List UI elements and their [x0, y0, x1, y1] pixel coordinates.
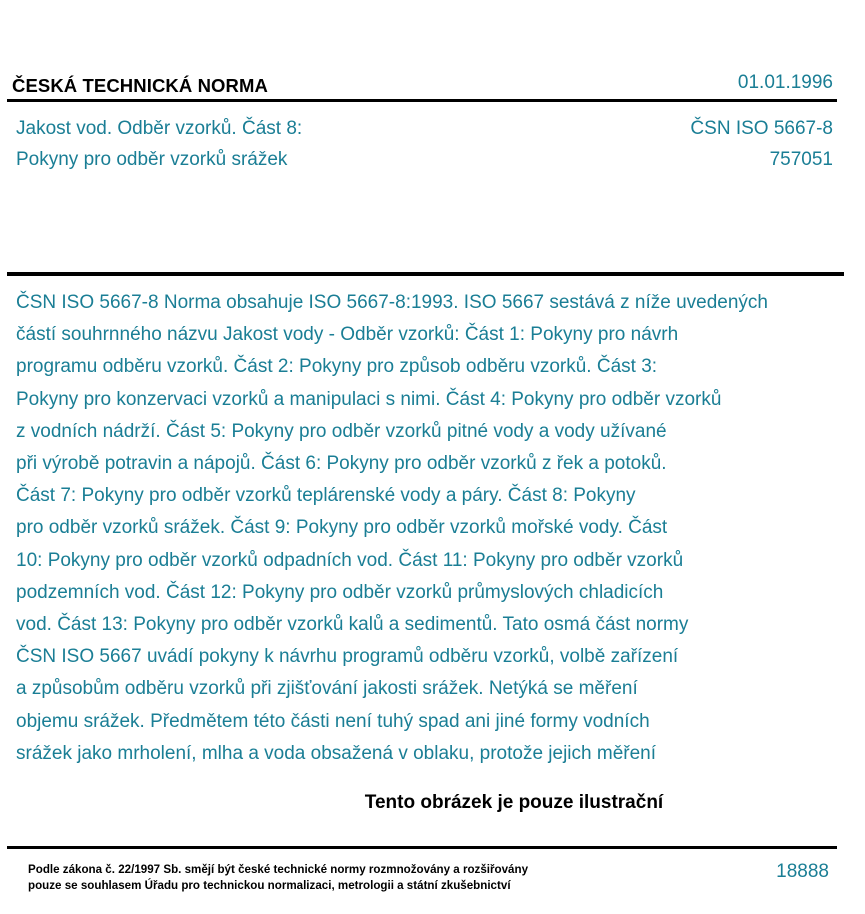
body-line: objemu srážek. Předmětem této části není tuhý spad ani jiné formy vodních: [16, 710, 650, 732]
body-line: ČSN ISO 5667-8 Norma obsahuje ISO 5667-8:1993. ISO 5667 sestává z níže uvedených: [16, 292, 768, 313]
copyright-line-2: pouze se souhlasem Úřadu pro technickou normalizaci, metrologii a státní zkušebnictví: [28, 878, 511, 892]
body-line: Část 7: Pokyny pro odběr vzorků teplárenské vody a páry. Část 8: Pokyny: [16, 485, 636, 507]
page-title: ČESKÁ TECHNICKÁ NORMA: [12, 75, 268, 96]
body-line: částí souhrnného názvu Jakost vody - Odběr vzorků: Část 1: Pokyny pro návrh: [16, 324, 679, 346]
body-line: programu odběru vzorků. Část 2: Pokyny pro způsob odběru vzorků. Část 3:: [16, 356, 658, 378]
footer-divider: [7, 846, 837, 849]
section-divider: [7, 272, 844, 276]
body-line: ČSN ISO 5667 uvádí pokyny k návrhu programů odběru vzorků, volbě zařízení: [16, 646, 679, 668]
body-line: při výrobě potravin a nápojů. Část 6: Pokyny pro odběr vzorků z řek a potoků.: [16, 453, 667, 475]
publication-date: 01.01.1996: [737, 72, 833, 93]
body-line: vod. Část 13: Pokyny pro odběr vzorků kalů a sedimentů. Tato osmá část normy: [16, 614, 689, 636]
body-line: srážek jako mrholení, mlha a voda obsažená v oblaku, protože jejich měření: [16, 742, 657, 764]
copyright-line-1: Podle zákona č. 22/1997 Sb. smějí být české technické normy rozmnožovány a rozšiřovány: [28, 863, 529, 876]
body-line: podzemních vod. Část 12: Pokyny pro odběr vzorků průmyslových chladicích: [16, 581, 664, 603]
body-line: pro odběr vzorků srážek. Část 9: Pokyny pro odběr vzorků mořské vody. Část: [16, 517, 668, 539]
copyright-notice: [28, 862, 528, 893]
standard-code: ČSN ISO 5667-8: [690, 118, 833, 139]
standard-title-line-1: Jakost vod. Odběr vzorků. Část 8:: [16, 118, 303, 139]
body-line: z vodních nádrží. Část 5: Pokyny pro odběr vzorků pitné vody a vody užívané: [16, 420, 667, 442]
body-line: a způsobům odběru vzorků při zjišťování jakosti srážek. Netýká se měření: [16, 678, 638, 700]
body-line: Pokyny pro konzervaci vzorků a manipulaci s nimi. Část 4: Pokyny pro odběr vzorků: [16, 388, 722, 410]
header-divider: [7, 99, 837, 102]
body-text: [16, 287, 865, 770]
illustration-notice: Tento obrázek je pouze ilustrační: [364, 792, 664, 813]
document-number: 18888: [776, 861, 829, 882]
class-number: 757051: [769, 149, 833, 170]
body-line: 10: Pokyny pro odběr vzorků odpadních vod. Část 11: Pokyny pro odběr vzorků: [16, 549, 684, 571]
standard-title-line-2: Pokyny pro odběr vzorků srážek: [16, 149, 288, 170]
